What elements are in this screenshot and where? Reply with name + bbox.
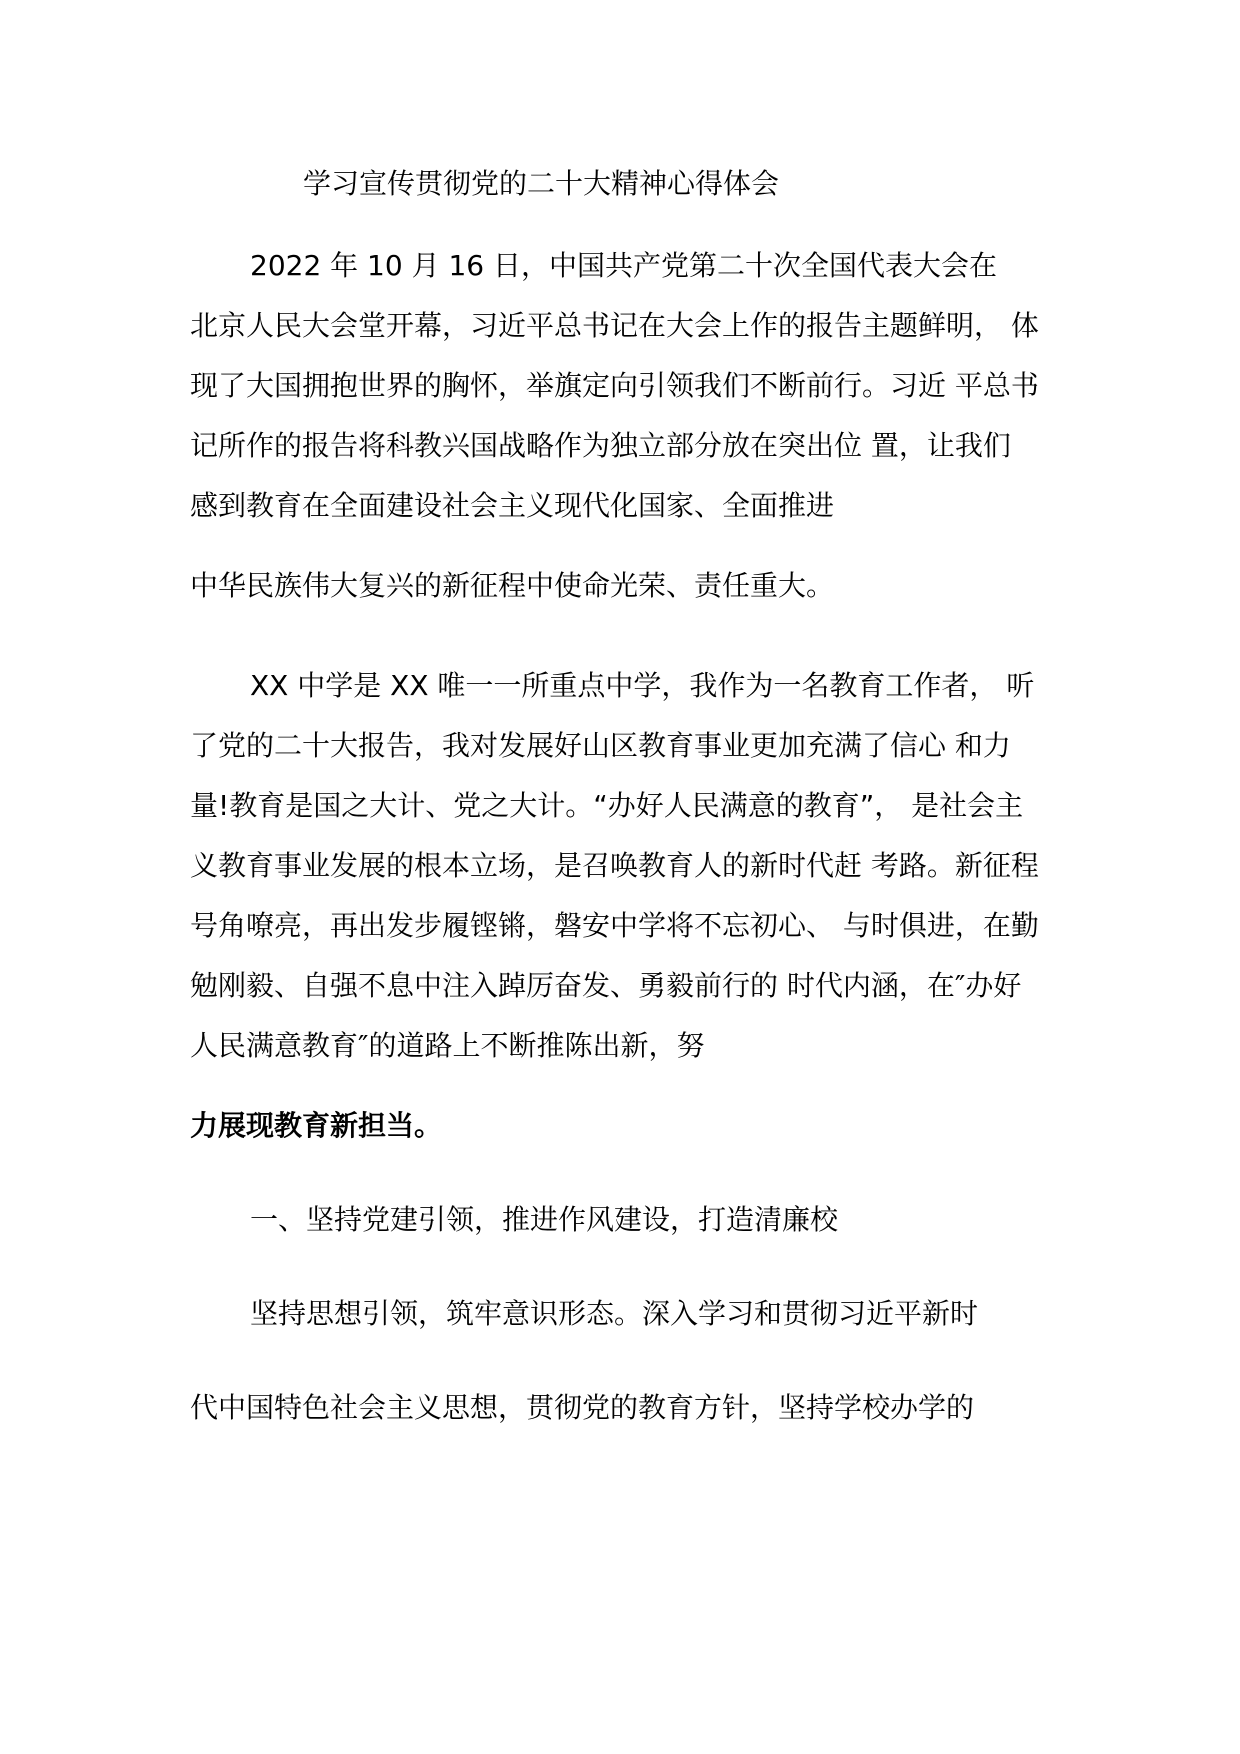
paragraph-1-line-2: 北京人民大会堂开幕，习近平总书记在大会上作的报告主题鲜明， 体 bbox=[190, 309, 1039, 342]
paragraph-1-line-6: 中华民族伟大复兴的新征程中使命光荣、责任重大。 bbox=[190, 569, 835, 602]
paragraph-2-line-3: 量!教育是国之大计、党之大计。“办好人民满意的教育”， 是社会主 bbox=[190, 789, 1024, 822]
paragraph-2-line-1: XX 中学是 XX 唯一一所重点中学，我作为一名教育工作者， 听 bbox=[250, 669, 1035, 702]
paragraph-2-line-7: 人民满意教育″的道路上不断推陈出新，努 bbox=[190, 1029, 705, 1062]
paragraph-1-line-3: 现了大国拥抱世界的胸怀，举旗定向引领我们不断前行。习近 平总书 bbox=[190, 369, 1039, 402]
paragraph-3-line-2: 代中国特色社会主义思想，贯彻党的教育方针，坚持学校办学的 bbox=[190, 1391, 975, 1424]
section-heading-1: 一、坚持党建引领，推进作风建设，打造清廉校 bbox=[250, 1203, 839, 1236]
document-title: 学习宣传贯彻党的二十大精神心得体会 bbox=[303, 167, 780, 200]
paragraph-2-line-6: 勉刚毅、自强不息中注入踔厉奋发、勇毅前行的 时代内涵，在″办好 bbox=[190, 969, 1022, 1002]
paragraph-1-line-5: 感到教育在全面建设社会主义现代化国家、全面推进 bbox=[190, 489, 835, 522]
paragraph-1-line-1: 2022 年 10 月 16 日，中国共产党第二十次全国代表大会在 bbox=[250, 249, 998, 282]
paragraph-2-line-2: 了党的二十大报告，我对发展好山区教育事业更加充满了信心 和力 bbox=[190, 729, 1011, 762]
paragraph-1-line-4: 记所作的报告将科教兴国战略作为独立部分放在突出位 置，让我们 bbox=[190, 429, 1011, 462]
paragraph-3-line-1: 坚持思想引领，筑牢意识形态。深入学习和贯彻习近平新时 bbox=[250, 1297, 979, 1330]
paragraph-2-line-8: 力展现教育新担当。 bbox=[190, 1109, 443, 1142]
paragraph-2-line-5: 号角嘹亮，再出发步履铿锵，磐安中学将不忘初心、 与时俱进，在勤 bbox=[190, 909, 1039, 942]
paragraph-2-line-4: 义教育事业发展的根本立场，是召唤教育人的新时代赶 考路。新征程 bbox=[190, 849, 1039, 882]
